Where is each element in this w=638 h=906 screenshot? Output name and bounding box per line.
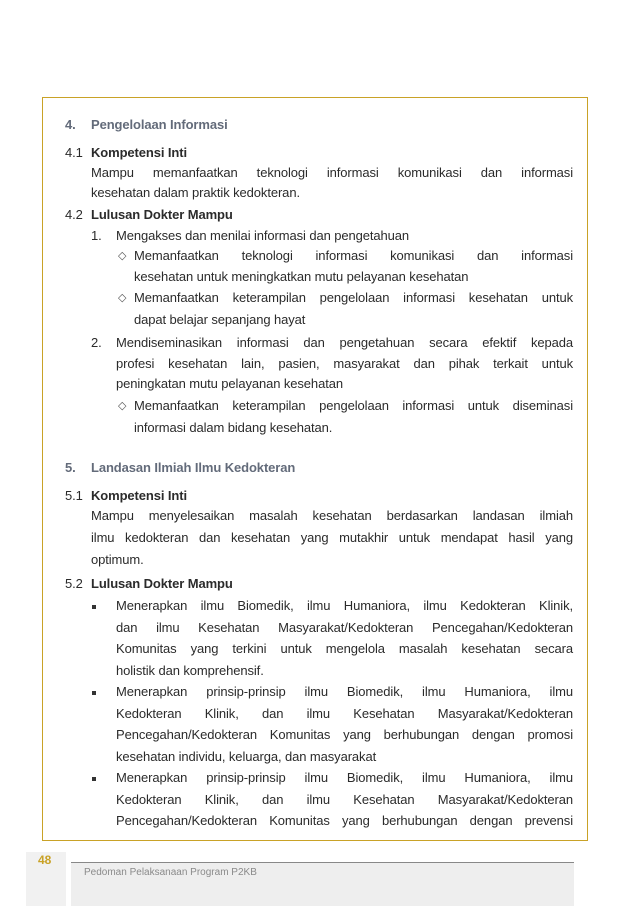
list-item-text: Mengakses dan menilai informasi dan pengetahuan: [116, 228, 410, 243]
bullet-line: Kedokteran Klinik, dan ilmu Kesehatan Masyarakat/Kedokteran: [116, 792, 573, 807]
subsection-4-2-number: 4.2: [65, 207, 83, 222]
paragraph-line: Mampu memanfaatkan teknologi informasi komunikasi dan informasi: [91, 165, 573, 180]
subsection-5-1-title: Kompetensi Inti: [91, 488, 188, 503]
square-bullet-icon: [92, 777, 96, 781]
page-number: 48: [38, 853, 52, 867]
section-4-number: 4.: [65, 117, 76, 132]
bullet-line: Memanfaatkan keterampilan pengelolaan informasi untuk diseminasi: [134, 398, 573, 413]
list-item-line: Mendiseminasikan informasi dan pengetahuan secara efektif kepada: [116, 335, 573, 350]
bullet-line: Pencegahan/Kedokteran Komunitas yang berhubungan dengan prevensi: [116, 813, 573, 828]
bullet-line: Memanfaatkan teknologi informasi komunikasi dan informasi: [134, 248, 573, 263]
subsection-5-1-number: 5.1: [65, 488, 83, 503]
bullet-line: Memanfaatkan keterampilan pengelolaan informasi kesehatan untuk: [134, 290, 573, 305]
bullet-line: dapat belajar sepanjang hayat: [134, 312, 306, 327]
bullet-line: Kedokteran Klinik, dan ilmu Kesehatan Masyarakat/Kedokteran: [116, 706, 573, 721]
subsection-4-2-title: Lulusan Dokter Mampu: [91, 207, 233, 222]
paragraph-line: kesehatan dalam praktik kedokteran.: [91, 185, 300, 200]
bullet-line: Menerapkan ilmu Biomedik, ilmu Humaniora, ilmu Kedokteran Klinik,: [116, 598, 573, 613]
section-5-number: 5.: [65, 460, 76, 475]
subsection-4-1-number: 4.1: [65, 145, 83, 160]
open-bullet-icon: ◇: [118, 250, 127, 262]
bullet-line: kesehatan untuk meningkatkan mutu pelayanan kesehatan: [134, 269, 469, 284]
bullet-line: informasi dalam bidang kesehatan.: [134, 420, 333, 435]
bullet-line: kesehatan individu, keluarga, dan masyarakat: [116, 749, 377, 764]
footer-title: Pedoman Pelaksanaan Program P2KB: [84, 867, 257, 878]
paragraph-line: optimum.: [91, 552, 144, 567]
bullet-line: holistik dan komprehensif.: [116, 663, 264, 678]
section-5-title: Landasan Ilmiah Ilmu Kedokteran: [91, 460, 296, 475]
subsection-4-1-title: Kompetensi Inti: [91, 145, 188, 160]
paragraph-line: Mampu menyelesaikan masalah kesehatan berdasarkan landasan ilmiah: [91, 508, 573, 523]
open-bullet-icon: ◇: [118, 292, 127, 304]
list-item-number: 2.: [91, 335, 102, 350]
bullet-line: Menerapkan prinsip-prinsip ilmu Biomedik, ilmu Humaniora, ilmu: [116, 770, 573, 785]
subsection-5-2-title: Lulusan Dokter Mampu: [91, 576, 233, 591]
footer-divider: [71, 862, 574, 863]
list-item-number: 1.: [91, 228, 102, 243]
square-bullet-icon: [92, 691, 96, 695]
open-bullet-icon: ◇: [118, 400, 127, 412]
paragraph-line: ilmu kedokteran dan kesehatan yang mutakhir untuk mendapat hasil yang: [91, 530, 573, 545]
subsection-5-2-number: 5.2: [65, 576, 83, 591]
square-bullet-icon: [92, 605, 96, 609]
bullet-line: Pencegahan/Kedokteran Komunitas yang berhubungan dengan promosi: [116, 727, 573, 742]
list-item-line: peningkatan mutu pelayanan kesehatan: [116, 376, 343, 391]
section-4-title: Pengelolaan Informasi: [91, 117, 228, 132]
bullet-line: Komunitas yang terkini untuk mengelola masalah kesehatan secara: [116, 641, 573, 656]
bullet-line: Menerapkan prinsip-prinsip ilmu Biomedik, ilmu Humaniora, ilmu: [116, 684, 573, 699]
bullet-line: dan ilmu Kesehatan Masyarakat/Kedokteran Pencegahan/Kedokteran: [116, 620, 573, 635]
list-item-line: profesi kesehatan lain, pasien, masyarakat dan pihak terkait untuk: [116, 356, 573, 371]
